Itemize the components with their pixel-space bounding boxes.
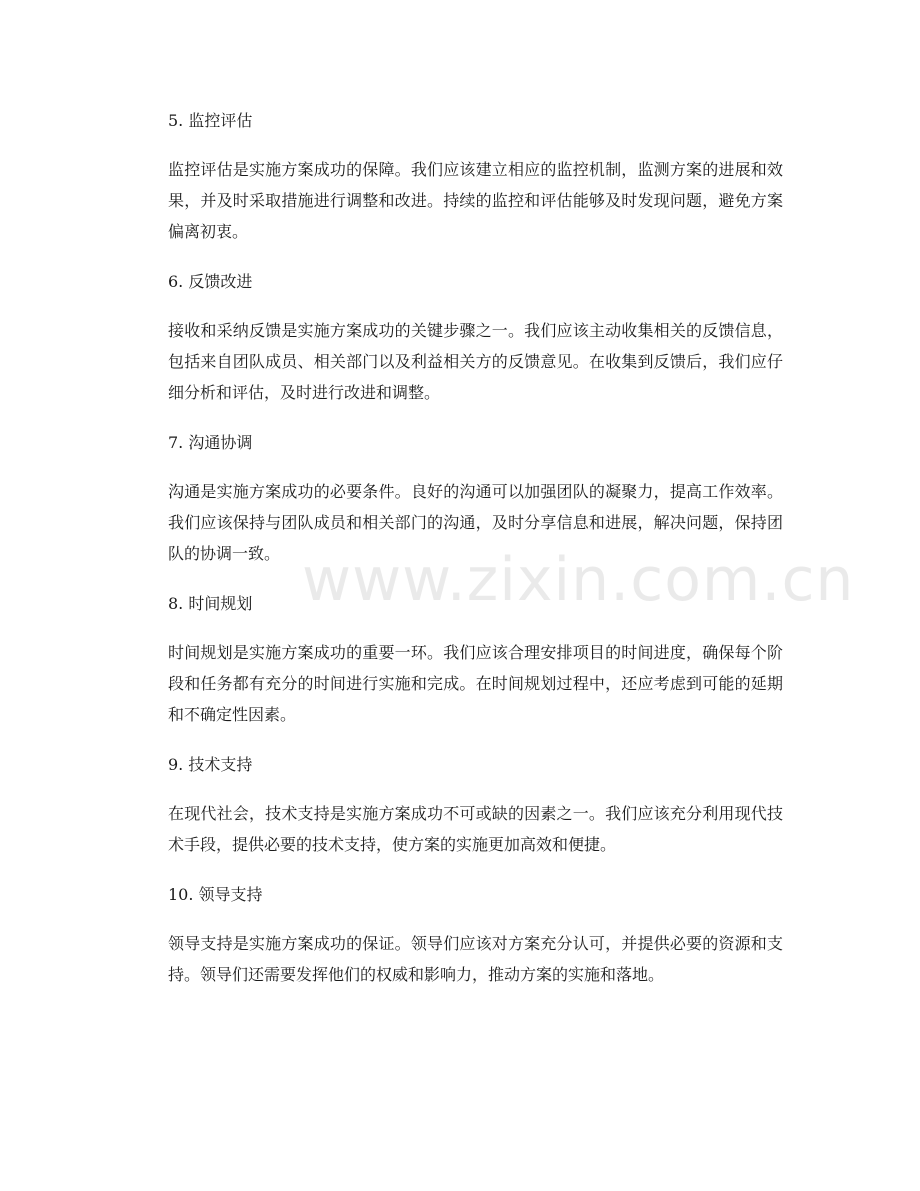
section-body-tech-support: 在现代社会，技术支持是实施方案成功不可或缺的因素之一。我们应该充分利用现代技术手段，提供必要的技术支持，使方案的实施更加高效和便捷。 — [168, 804, 783, 854]
section-heading-monitoring: 5. 监控评估 — [168, 111, 253, 130]
section-body-time-planning: 时间规划是实施方案成功的重要一环。我们应该合理安排项目的时间进度，确保每个阶段和任务都有充分的时间进行实施和完成。在时间规划过程中，还应考虑到可能的延期和不确定性因素。 — [168, 643, 783, 724]
section-body-leadership: 领导支持是实施方案成功的保证。领导们应该对方案充分认可，并提供必要的资源和支持。领导们还需要发挥他们的权威和影响力，推动方案的实施和落地。 — [168, 934, 783, 984]
section-body-feedback: 接收和采纳反馈是实施方案成功的关键步骤之一。我们应该主动收集相关的反馈信息，包括来自团队成员、相关部门以及利益相关方的反馈意见。在收集到反馈后，我们应仔细分析和评估，及时进行改进和调整。 — [168, 321, 783, 402]
section-body-communication: 沟通是实施方案成功的必要条件。良好的沟通可以加强团队的凝聚力，提高工作效率。我们应该保持与团队成员和相关部门的沟通，及时分享信息和进展，解决问题，保持团队的协调一致。 — [168, 482, 783, 563]
section-heading-tech-support: 9. 技术支持 — [168, 755, 253, 774]
section-heading-leadership: 10. 领导支持 — [168, 885, 263, 904]
section-heading-feedback: 6. 反馈改进 — [168, 272, 253, 291]
section-body-monitoring: 监控评估是实施方案成功的保障。我们应该建立相应的监控机制，监测方案的进展和效果，并及时采取措施进行调整和改进。持续的监控和评估能够及时发现问题，避免方案偏离初衷。 — [168, 160, 783, 241]
document-page — [168, 107, 783, 1011]
section-heading-time-planning: 8. 时间规划 — [168, 594, 253, 613]
section-heading-communication: 7. 沟通协调 — [168, 433, 253, 452]
watermark: www.zixin.com.cn — [302, 545, 855, 615]
